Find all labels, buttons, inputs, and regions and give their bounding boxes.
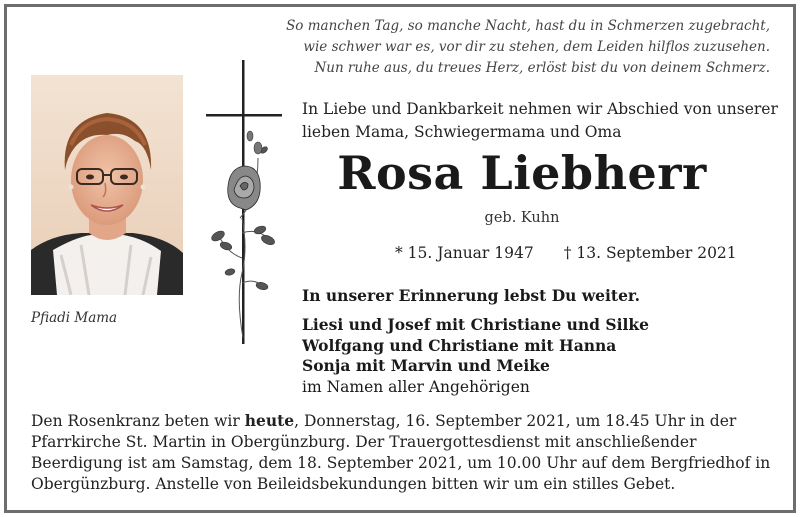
deceased-name: Rosa Liebherr [337, 146, 707, 200]
portrait-photo [31, 75, 183, 295]
announcement-text-rest: , Donnerstag, 16. September 2021, um 18.45 Uhr in der Pfarrkirche St. Martin in Obergünzburg. Der Trauergottesdienst mit anschließender Beerdigung ist am Samstag, dem 18. September 2021, um 10.00 Uhr auf dem Bergfriedhof in Obergünzburg. Anstelle von Beileidsbekundungen bitten wir um ein stilles Gebet. [31, 412, 771, 493]
mourner-line: Sonja mit Marvin und Meike [302, 356, 550, 375]
memory-line: In unserer Erinnerung lebst Du weiter. [302, 286, 641, 305]
birth-name: geb. Kuhn [484, 210, 560, 226]
photo-caption: Pfiadi Mama [31, 310, 118, 326]
death-date: † 13. September 2021 [563, 244, 737, 262]
announcement-text-start: Den Rosenkranz beten wir [31, 412, 245, 430]
birth-date: * 15. Januar 1947 [395, 244, 534, 262]
service-announcement [31, 410, 776, 495]
poem [270, 16, 770, 79]
intro-line: lieben Mama, Schwiegermama und Oma [302, 123, 622, 141]
mourner-line: Wolfgang und Christiane mit Hanna [302, 335, 617, 355]
poem-line: wie schwer war es, vor dir zu stehen, dem Leiden hilflos zuzusehen. [303, 39, 770, 55]
mourners-closing: im Namen aller Angehörigen [302, 377, 530, 396]
announcement-highlight: heute [244, 411, 295, 430]
life-dates [395, 244, 737, 262]
mourners-list [302, 315, 649, 397]
intro-text [302, 98, 782, 144]
cross-with-rose-illustration [198, 58, 288, 348]
intro-line: In Liebe und Dankbarkeit nehmen wir Abschied von unserer [302, 100, 778, 118]
mourner-line: Liesi und Josef mit Christiane und Silke [302, 315, 649, 334]
poem-line: Nun ruhe aus, du treues Herz, erlöst bist du von deinem Schmerz. [314, 60, 770, 76]
poem-line: So manchen Tag, so manche Nacht, hast du in Schmerzen zugebracht, [286, 18, 770, 34]
